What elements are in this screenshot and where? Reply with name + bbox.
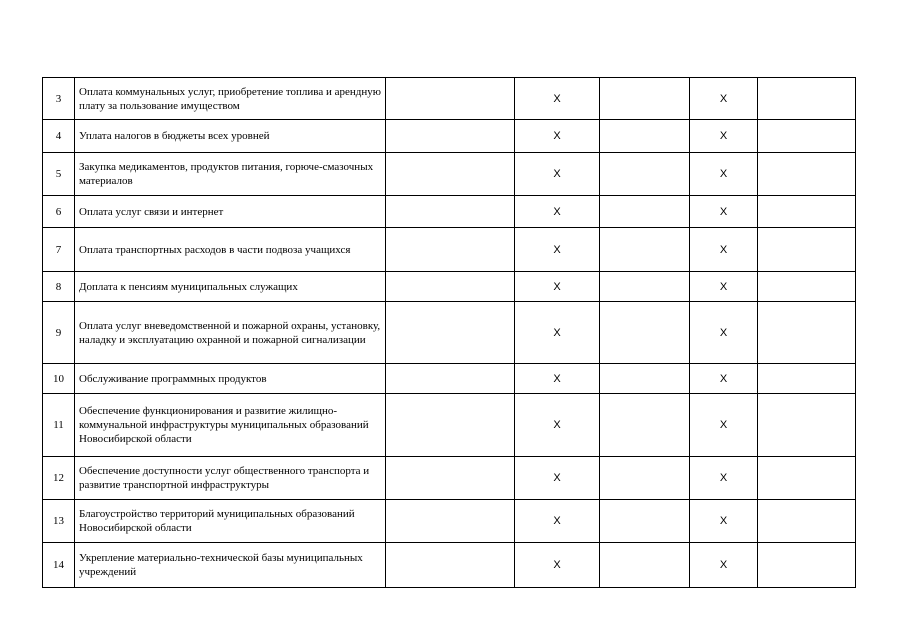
empty-cell — [600, 153, 690, 196]
table-row — [43, 228, 856, 272]
empty-cell — [386, 272, 515, 302]
row-number: 3 — [43, 78, 75, 120]
expense-name: Обслуживание программных продуктов — [75, 364, 386, 394]
x-mark: X — [690, 457, 758, 500]
empty-cell — [758, 394, 856, 457]
empty-cell — [386, 120, 515, 153]
empty-cell — [386, 196, 515, 228]
table-row — [43, 196, 856, 228]
empty-cell — [600, 78, 690, 120]
x-mark: X — [515, 302, 600, 364]
empty-cell — [758, 228, 856, 272]
expense-name: Оплата услуг вневедомственной и пожарной охраны, установку, наладку и эксплуатацию охранной и пожарной сигнализации — [75, 302, 386, 364]
x-mark: X — [690, 394, 758, 457]
x-mark: X — [515, 196, 600, 228]
empty-cell — [758, 457, 856, 500]
empty-cell — [600, 457, 690, 500]
x-mark: X — [515, 78, 600, 120]
empty-cell — [600, 228, 690, 272]
expenditure-table — [42, 77, 856, 588]
empty-cell — [386, 457, 515, 500]
x-mark: X — [515, 364, 600, 394]
expense-name: Оплата услуг связи и интернет — [75, 196, 386, 228]
row-number: 9 — [43, 302, 75, 364]
x-mark: X — [690, 302, 758, 364]
row-number: 10 — [43, 364, 75, 394]
empty-cell — [758, 196, 856, 228]
empty-cell — [600, 394, 690, 457]
row-number: 12 — [43, 457, 75, 500]
expense-name: Укрепление материально-технической базы муниципальных учреждений — [75, 543, 386, 588]
x-mark: X — [690, 272, 758, 302]
x-mark: X — [515, 500, 600, 543]
expenditure-table-body — [43, 78, 856, 588]
table-row — [43, 543, 856, 588]
expense-name: Закупка медикаментов, продуктов питания, горюче-смазочных материалов — [75, 153, 386, 196]
x-mark: X — [690, 153, 758, 196]
x-mark: X — [690, 120, 758, 153]
x-mark: X — [515, 228, 600, 272]
empty-cell — [386, 500, 515, 543]
table-row — [43, 457, 856, 500]
x-mark: X — [515, 394, 600, 457]
x-mark: X — [690, 543, 758, 588]
row-number: 14 — [43, 543, 75, 588]
empty-cell — [600, 543, 690, 588]
row-number: 8 — [43, 272, 75, 302]
empty-cell — [758, 153, 856, 196]
empty-cell — [758, 120, 856, 153]
empty-cell — [758, 543, 856, 588]
row-number: 4 — [43, 120, 75, 153]
empty-cell — [386, 78, 515, 120]
expense-name: Доплата к пенсиям муниципальных служащих — [75, 272, 386, 302]
expense-name: Оплата коммунальных услуг, приобретение топлива и арендную плату за пользование имуществом — [75, 78, 386, 120]
table-row — [43, 153, 856, 196]
expense-name: Оплата транспортных расходов в части подвоза учащихся — [75, 228, 386, 272]
expense-name: Благоустройство территорий муниципальных образований Новосибирской области — [75, 500, 386, 543]
x-mark: X — [515, 153, 600, 196]
row-number: 11 — [43, 394, 75, 457]
empty-cell — [386, 228, 515, 272]
empty-cell — [600, 196, 690, 228]
row-number: 5 — [43, 153, 75, 196]
table-row — [43, 500, 856, 543]
x-mark: X — [690, 228, 758, 272]
x-mark: X — [690, 364, 758, 394]
empty-cell — [386, 302, 515, 364]
empty-cell — [600, 302, 690, 364]
row-number: 7 — [43, 228, 75, 272]
table-row — [43, 272, 856, 302]
empty-cell — [386, 394, 515, 457]
empty-cell — [600, 120, 690, 153]
empty-cell — [600, 272, 690, 302]
empty-cell — [758, 500, 856, 543]
empty-cell — [758, 272, 856, 302]
table-row — [43, 78, 856, 120]
empty-cell — [758, 302, 856, 364]
table-row — [43, 120, 856, 153]
row-number: 13 — [43, 500, 75, 543]
x-mark: X — [690, 78, 758, 120]
empty-cell — [386, 543, 515, 588]
table-row — [43, 394, 856, 457]
x-mark: X — [690, 500, 758, 543]
empty-cell — [758, 78, 856, 120]
expense-name: Обеспечение доступности услуг общественного транспорта и развитие транспортной инфраструктуры — [75, 457, 386, 500]
expense-name: Обеспечение функционирования и развитие жилищно-коммунальной инфраструктуры муниципальных образований Новосибирской области — [75, 394, 386, 457]
x-mark: X — [690, 196, 758, 228]
empty-cell — [386, 364, 515, 394]
empty-cell — [600, 364, 690, 394]
expense-name: Уплата налогов в бюджеты всех уровней — [75, 120, 386, 153]
row-number: 6 — [43, 196, 75, 228]
empty-cell — [386, 153, 515, 196]
x-mark: X — [515, 120, 600, 153]
table-row — [43, 364, 856, 394]
empty-cell — [600, 500, 690, 543]
x-mark: X — [515, 272, 600, 302]
x-mark: X — [515, 457, 600, 500]
table-row — [43, 302, 856, 364]
x-mark: X — [515, 543, 600, 588]
empty-cell — [758, 364, 856, 394]
